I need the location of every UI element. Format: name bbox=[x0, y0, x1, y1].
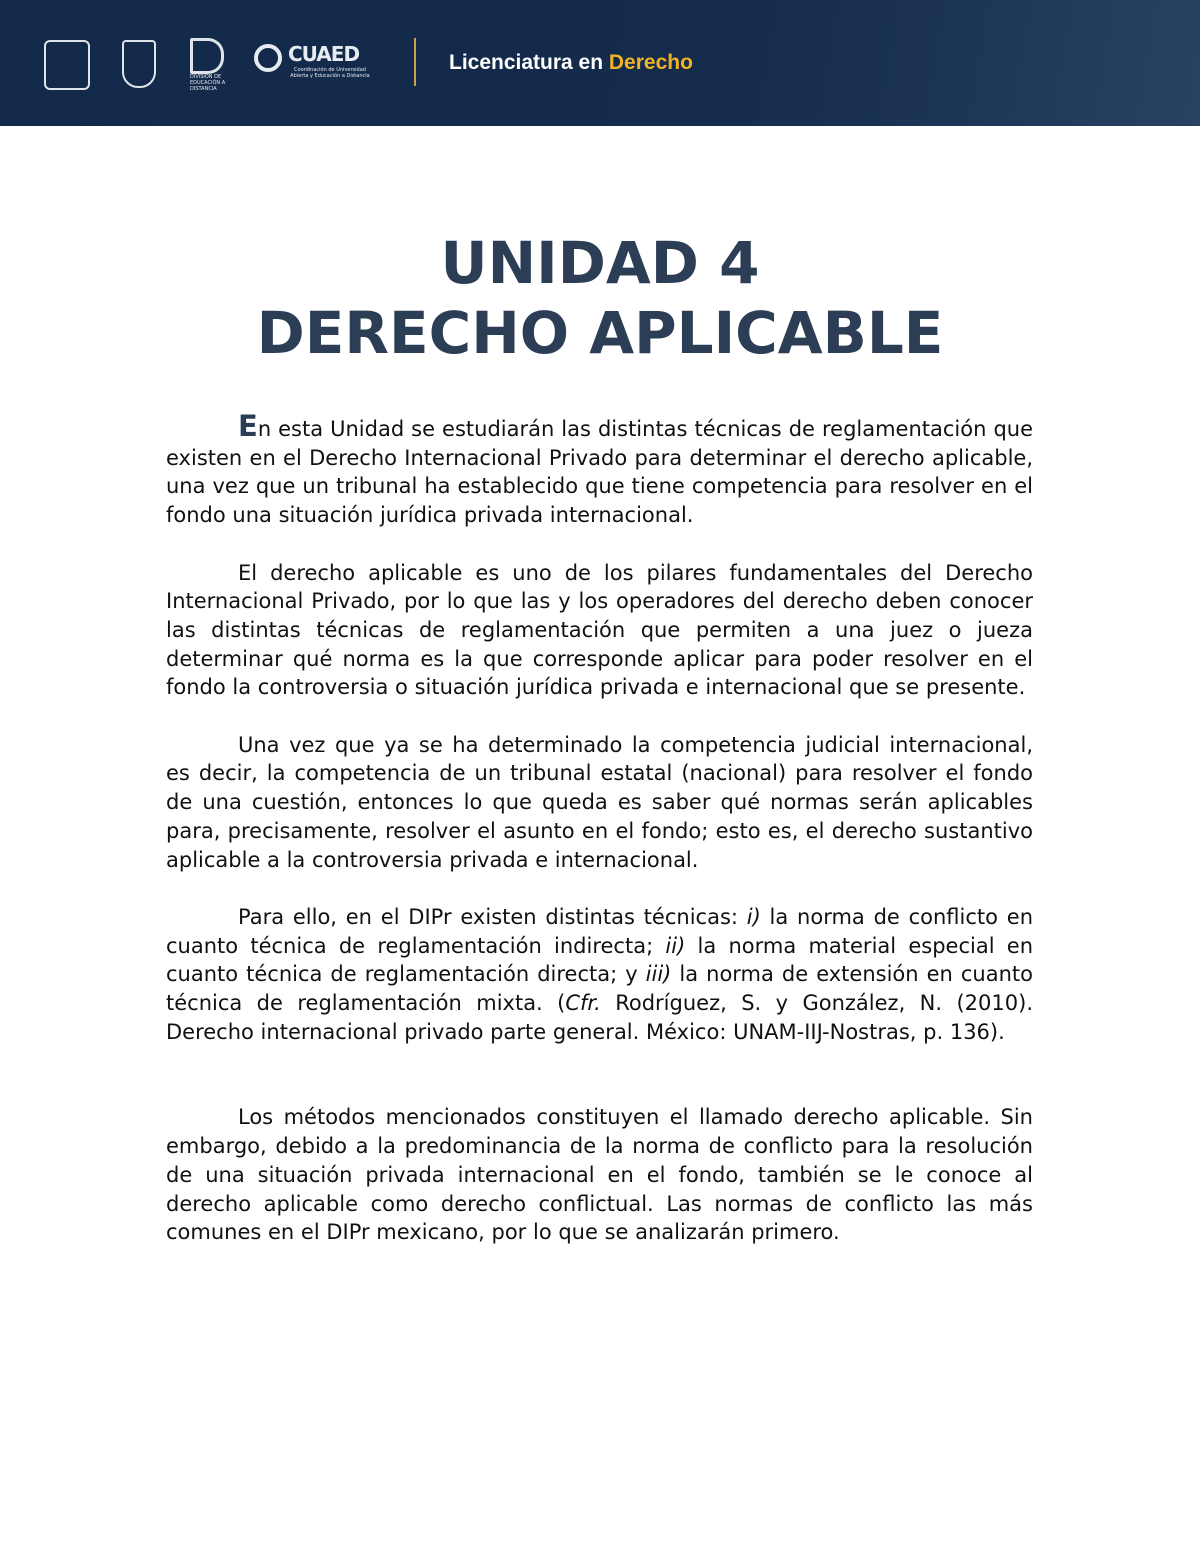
unit-number: UNIDAD 4 bbox=[440, 229, 760, 297]
enum-marker: ii) bbox=[665, 933, 686, 958]
citation: Rodríguez, S. y González, N. (2010). Derecho internacional privado parte general. México: UNAM-IIJ-Nostras, p. 136). bbox=[166, 991, 1033, 1044]
unit-title: DERECHO APLICABLE bbox=[256, 299, 944, 367]
paragraph-1-text: n esta Unidad se estudiarán las distintas técnicas de reglamentación que existen en el Derecho Internacional Privado para determinar el derecho aplicable, una vez que un tribunal ha establecido que tiene competencia para resolver en el fondo una situación jurídica privada internacional. bbox=[166, 417, 1033, 528]
cfr-abbrev: Cfr. bbox=[565, 991, 601, 1016]
program-accent: Derecho bbox=[608, 51, 693, 74]
text-run: la norma material especial en cuanto técnica de reglamentación directa; y bbox=[166, 933, 1034, 987]
cuaed-ring-icon bbox=[254, 44, 282, 72]
decorative-swoosh bbox=[838, 0, 1200, 126]
enum-marker: iii) bbox=[645, 962, 672, 987]
cuaed-logo-text: CUAED bbox=[288, 42, 360, 66]
paragraph-2: El derecho aplicable es uno de los pilares fundamentales del Derecho Internacional Privado, por lo que las y los operadores del derecho deben conocer las distintas técnicas de reglamentación que permiten a una juez o jueza determinar qué norma es la que corresponde aplicar para poder resolver en el fondo la controversia o situación jurídica privada e internacional que se presente. bbox=[166, 560, 1033, 700]
text-run: Para ello, en el DIPr existen distintas técnicas: bbox=[238, 904, 747, 929]
header-divider bbox=[414, 38, 416, 86]
faculty-shield-logo bbox=[122, 40, 156, 88]
cuaed-caption: Coordinación de Universidad Abierta y Educación a Distancia bbox=[290, 67, 370, 79]
text-run: la norma de extensión en cuanto técnica de reglamentación mixta. ( bbox=[166, 962, 1033, 1016]
paragraph-3: Una vez que ya se ha determinado la competencia judicial internacional, es decir, la competencia de un tribunal estatal (nacional) para resolver el fondo de una cuestión, entonces lo que queda es saber qué normas serán aplicables para, precisamente, resolver el asunto en el fondo; esto es, el derecho sustantivo aplicable a la controversia privada e internacional. bbox=[166, 732, 1033, 872]
header-banner bbox=[0, 0, 1200, 126]
text-run: la norma de conflicto en cuanto técnica de reglamentación indirecta; bbox=[166, 904, 1034, 958]
paragraph-4 bbox=[166, 903, 1033, 1047]
body-text bbox=[166, 409, 1034, 1276]
enum-marker: i) bbox=[746, 904, 761, 929]
drop-cap: E bbox=[238, 409, 258, 443]
page-title bbox=[0, 228, 1200, 368]
ded-logo bbox=[190, 38, 224, 74]
program-prefix: Licenciatura en bbox=[449, 51, 609, 74]
ded-caption: DIVISIÓN DE EDUCACIÓN A DISTANCIA bbox=[190, 74, 226, 92]
paragraph-1 bbox=[166, 409, 1033, 530]
unam-seal-logo bbox=[44, 40, 90, 90]
paragraph-5: Los métodos mencionados constituyen el llamado derecho aplicable. Sin embargo, debido a la predominancia de la norma de conflicto para la resolución de una situación privada internacional en el fondo, también se le conoce al derecho aplicable como derecho conflictual. Las normas de conflicto las más comunes en el DIPr mexicano, por lo que se analizarán primero. bbox=[166, 1105, 1033, 1245]
program-title bbox=[449, 51, 693, 75]
